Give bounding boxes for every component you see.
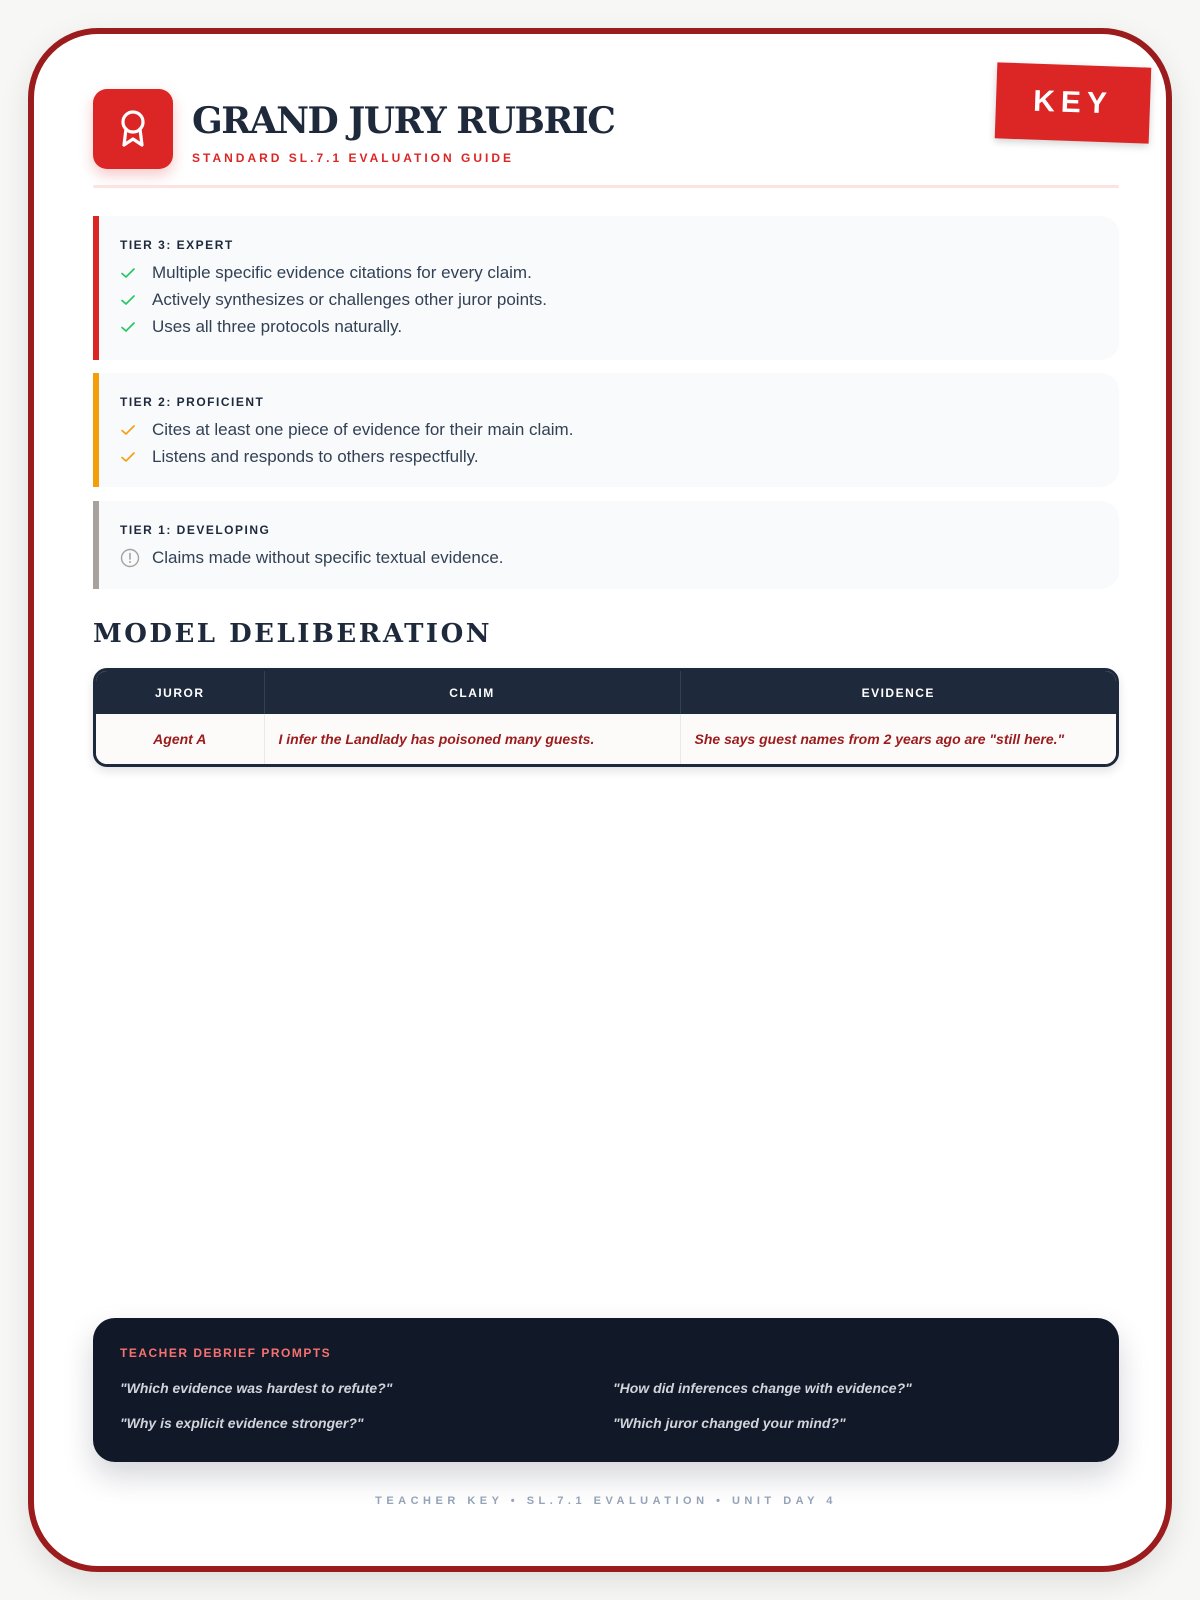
- debrief-label: TEACHER DEBRIEF PROMPTS: [120, 1346, 332, 1360]
- criteria-item: [120, 416, 1119, 443]
- tier-2-criteria: [120, 416, 1119, 470]
- deliberation-table: [93, 668, 1119, 767]
- tier-2-card: [93, 373, 1119, 487]
- tier-1-card: [93, 501, 1119, 589]
- check-icon: [120, 422, 152, 438]
- tier-1-label: TIER 1: DEVELOPING: [120, 523, 271, 537]
- criteria-text: Claims made without specific textual evidence.: [152, 547, 504, 567]
- header-divider: [93, 185, 1119, 188]
- page-title: GRAND JURY RUBRIC: [192, 100, 615, 142]
- rubric-card: [28, 28, 1172, 1572]
- tier-3-criteria: [120, 259, 1119, 340]
- juror-cell: Agent A: [96, 714, 264, 764]
- debrief-prompt: "How did inferences change with evidence?": [613, 1380, 912, 1396]
- page-footer: TEACHER KEY • SL.7.1 EVALUATION • UNIT DAY 4: [375, 1495, 837, 1507]
- tier-3-card: [93, 216, 1119, 360]
- criteria-text: Uses all three protocols naturally.: [152, 316, 403, 336]
- criteria-text: Listens and responds to others respectfully.: [152, 446, 479, 466]
- debrief-prompt: "Why is explicit evidence stronger?": [120, 1415, 364, 1431]
- alert-circle-icon: [120, 548, 152, 568]
- evidence-cell: She says guest names from 2 years ago are "still here.": [680, 714, 1116, 764]
- card-content: [93, 34, 1119, 1566]
- check-icon: [120, 265, 152, 281]
- criteria-text: Multiple specific evidence citations for every claim.: [152, 262, 532, 282]
- tier-1-criteria: [120, 544, 1119, 571]
- tier-2-label: TIER 2: PROFICIENT: [120, 395, 265, 409]
- check-icon: [120, 449, 152, 465]
- criteria-item: [120, 443, 1119, 470]
- claim-cell: I infer the Landlady has poisoned many guests.: [264, 714, 680, 764]
- table-header-row: [96, 671, 1116, 714]
- key-stamp: KEY: [995, 62, 1152, 143]
- check-icon: [120, 292, 152, 308]
- column-header-juror: JUROR: [96, 671, 264, 714]
- tier-3-label: TIER 3: EXPERT: [120, 238, 234, 252]
- criteria-text: Cites at least one piece of evidence for their main claim.: [152, 419, 574, 439]
- column-header-claim: CLAIM: [264, 671, 680, 714]
- debrief-panel: [93, 1318, 1119, 1462]
- debrief-prompt: "Which evidence was hardest to refute?": [120, 1380, 393, 1396]
- table-row: [96, 714, 1116, 764]
- criteria-item: [120, 286, 1119, 313]
- page-subtitle: STANDARD SL.7.1 EVALUATION GUIDE: [192, 151, 515, 165]
- column-header-evidence: EVIDENCE: [680, 671, 1116, 714]
- criteria-item: [120, 313, 1119, 340]
- award-ribbon-icon: [93, 89, 173, 169]
- check-icon: [120, 319, 152, 335]
- criteria-item: [120, 259, 1119, 286]
- section-title: MODEL DELIBERATION: [93, 619, 493, 649]
- debrief-prompt: "Which juror changed your mind?": [613, 1415, 846, 1431]
- criteria-item: [120, 544, 1119, 571]
- criteria-text: Actively synthesizes or challenges other juror points.: [152, 289, 547, 309]
